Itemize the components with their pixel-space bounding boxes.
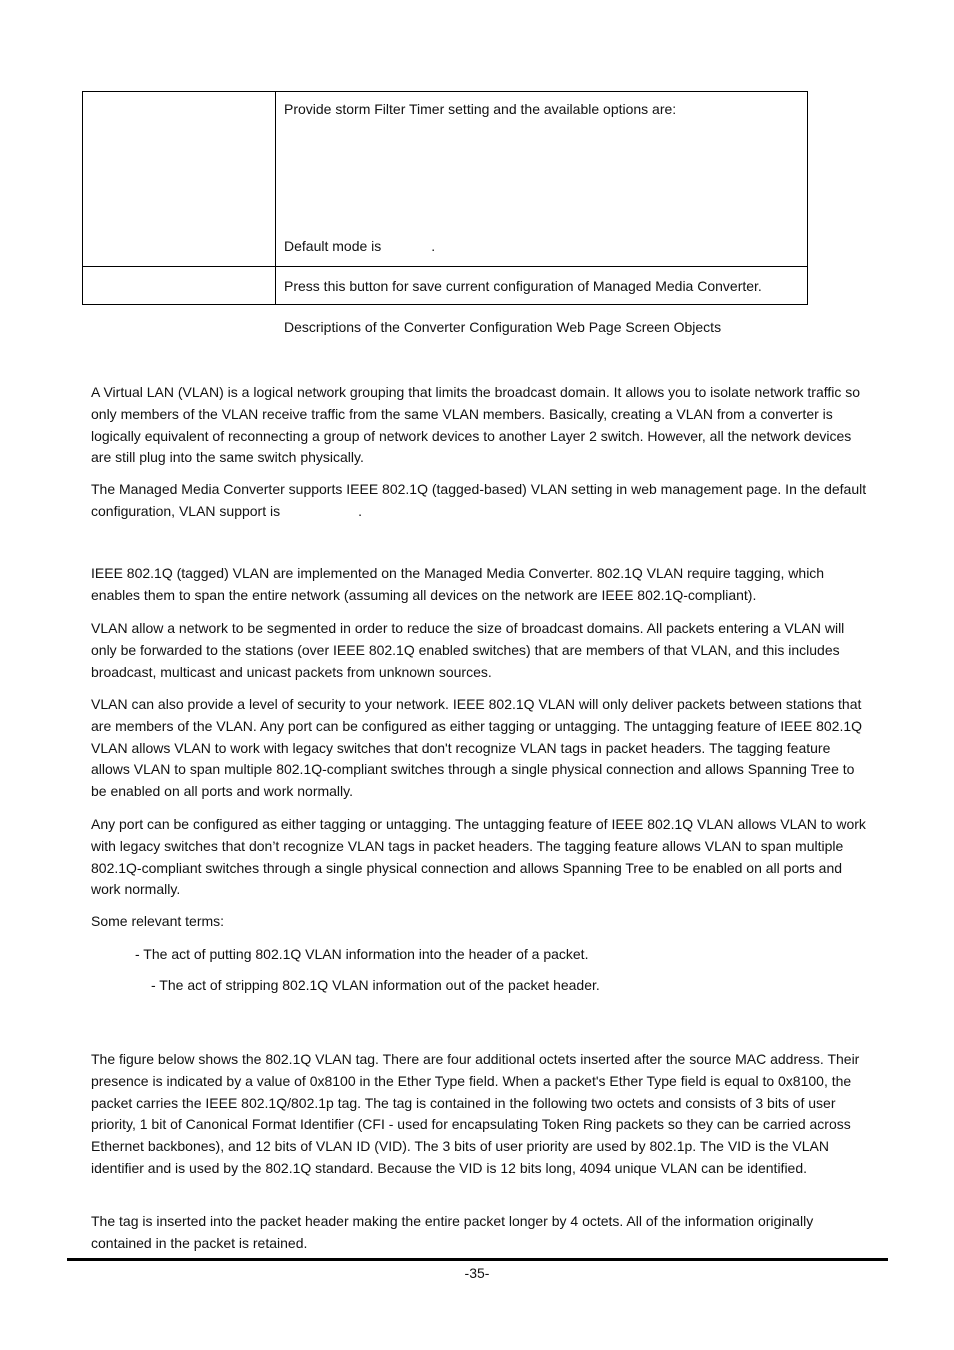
page-number: -35- (464, 1265, 490, 1281)
paragraph-vlan-intro: A Virtual LAN (VLAN) is a logical network grouping that limits the broadcast domain. It allows you to isolate network traffic so only members of the VLAN receive traffic from the same VLAN members. Basically, creating a VLAN from a converter is logically equivalent of reconnecting a group of network devices to another Layer 2 switch. However, all the network devices are still plug into the same switch physically. (91, 384, 861, 466)
term-tagging: - The act of putting 802.1Q VLAN information into the header of a packet. (135, 946, 589, 962)
table-label-cell (83, 92, 276, 267)
paragraph-8021q-intro: IEEE 802.1Q (tagged) VLAN are implemented on the Managed Media Converter. 802.1Q VLAN require tagging, which enables them to span the entire network (assuming all devices on the network are IEEE 802.1Q-compliant). (91, 565, 825, 603)
table-row (83, 267, 808, 305)
table-caption: Descriptions of the Converter Configuration Web Page Screen Objects (284, 319, 722, 335)
term-untagging: - The act of stripping 802.1Q VLAN information out of the packet header. (151, 977, 600, 993)
paragraph-vlan-tag: The figure below shows the 802.1Q VLAN tag. There are four additional octets inserted after the source MAC address. Their presence is indicated by a value of 0x8100 in the Ether Type field. When a packet's Ether Type field is equal to 0x8100, the packet carries the IEEE 802.1Q/802.1p tag. The tag is contained in the following two octets and consists of 3 bits of user priority, 1 bit of Canonical Format Identifier (CFI - used for encapsulating Token Ring packets so they can be carried across Ethernet backbones), and 12 bits of VLAN ID (VID). The 3 bits of user priority are used by 802.1p. The VID is the VLAN identifier and is used by the 802.1Q standard. Because the VID is 12 bits long, 4094 unique VLAN can be identified. (91, 1051, 860, 1176)
config-description-table (82, 91, 808, 305)
default-mode-text: Default mode is . (284, 238, 436, 254)
paragraph-security: VLAN can also provide a level of security to your network. IEEE 802.1Q VLAN will only deliver packets between stations that are members of the VLAN. Any port can be configured as either tagging or untagging. The untagging feature of IEEE 802.1Q VLAN allows VLAN to work with legacy switches that don't recognize VLAN tags in packet headers. The tagging feature allows VLAN to span multiple 802.1Q-compliant switches through a single physical connection and allows Spanning Tree to be enabled on all ports and work normally. (91, 696, 863, 800)
storm-filter-description: Provide storm Filter Timer setting and the available options are: (284, 101, 677, 117)
footer-divider (67, 1258, 888, 1261)
table-row (83, 92, 808, 267)
terms-intro: Some relevant terms: (91, 913, 225, 929)
paragraph-segmentation: VLAN allow a network to be segmented in order to reduce the size of broadcast domains. All packets entering a VLAN will only be forwarded to the stations (over IEEE 802.1Q enabled switches) that are members of that VLAN, and this includes broadcast, multicast and unicast packets from unknown sources. (91, 620, 845, 680)
paragraph-tagging: Any port can be configured as either tagging or untagging. The untagging feature of IEEE 802.1Q VLAN allows VLAN to work with legacy switches that don’t recognize VLAN tags in packet headers. The tagging feature allows VLAN to span multiple 802.1Q-compliant switches through a single physical connection and allows Spanning Tree to be enabled on all ports and work normally. (91, 816, 866, 898)
table-description-cell (276, 267, 808, 305)
paragraph-vlan-support: The Managed Media Converter supports IEEE 802.1Q (tagged-based) VLAN setting in web management page. In the default configuration, VLAN support is . (91, 481, 867, 519)
table-description-cell (276, 92, 808, 267)
paragraph-tag-insertion: The tag is inserted into the packet header making the entire packet longer by 4 octets. All of the information originally contained in the packet is retained. (91, 1213, 814, 1251)
save-button-description: Press this button for save current configuration of Managed Media Converter. (284, 278, 762, 294)
table-label-cell (83, 267, 276, 305)
